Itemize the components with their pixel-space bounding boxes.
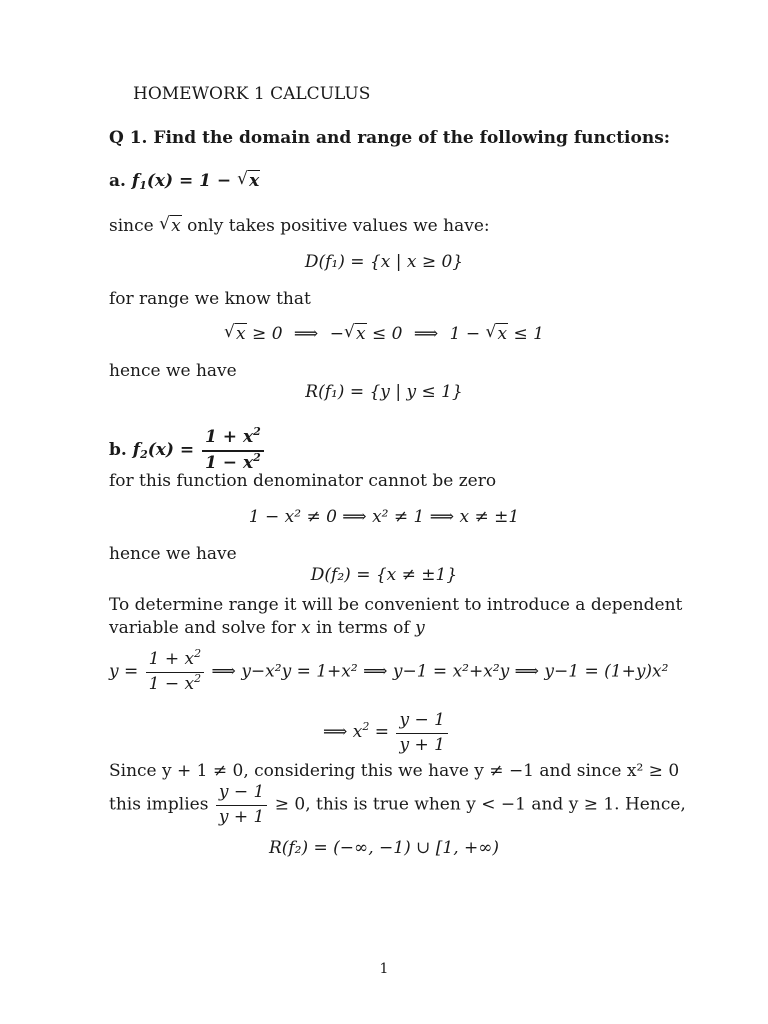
part-a-line1: since √ x only takes positive values we have:	[109, 214, 490, 236]
part-a-range-chain: √ x ≥ 0 ⟹ − √ x ≤ 0 ⟹ 1 − √ x ≤ 1	[224, 322, 544, 344]
part-b-solve-chain: y = $\frac{1 + x^2}{1 - x^2}$ ⟹ y−x²y = 1+x² ⟹ y−1 = x²+x²y ⟹ y−1 = (1+y)x²	[109, 647, 669, 694]
implies-fraction: $\frac{y - 1}{y + 1}$	[216, 783, 267, 827]
y-fraction: $\frac{1 + x^2}{1 - x^2}$	[146, 650, 204, 694]
question-heading	[109, 129, 670, 149]
part-b-denominator-note: for this function denominator cannot be zero	[109, 471, 497, 491]
page-number: 1	[379, 961, 389, 977]
sqrt-x-inline: √ x	[159, 214, 181, 236]
part-b-heading: b. $f_2(x)$ = $\frac{1 + x^2}{1 - x^2}$	[109, 428, 266, 473]
part-a-hence: hence we have	[109, 361, 237, 381]
part-b-x-squared: ⟹ $x^2$ = $\frac{y - 1}{y + 1}$	[323, 711, 450, 755]
part-a-function: $f_1(x) = 1$ − √ x	[131, 169, 260, 192]
x-squared-fraction: $\frac{y - 1}{y + 1}$	[396, 711, 447, 755]
part-b-range-intro-1: To determine range it will be convenient to introduce a dependent	[109, 595, 683, 615]
part-a-domain: D(f₁) = {x | x ≥ 0}	[304, 252, 464, 272]
part-a-label: a.	[109, 171, 126, 191]
question-label: Q 1.	[109, 128, 148, 148]
part-b-range-intro-2: variable and solve for x in terms of y	[109, 618, 425, 638]
part-b-implies-line: this implies $\frac{y - 1}{y + 1}$ ≥ 0, this is true when y < −1 and y ≥ 1. Hence,	[109, 782, 686, 827]
part-b-range: R(f₂) = (−∞, −1) ∪ [1, +∞)	[268, 838, 500, 858]
part-a-range: R(f₁) = {y | y ≤ 1}	[305, 382, 463, 402]
part-b-domain: D(f₂) = {x ≠ ±1}	[310, 565, 458, 585]
part-b-hence: hence we have	[109, 544, 237, 564]
part-b-domain-chain: 1 − x² ≠ 0 ⟹ x² ≠ 1 ⟹ x ≠ ±1	[248, 507, 520, 527]
part-b-since-line: Since y + 1 ≠ 0, considering this we have y ≠ −1 and since x² ≥ 0	[109, 761, 680, 781]
part-b-function-fraction: $\frac{1 + x^2}{1 - x^2}$	[202, 428, 264, 473]
part-b-label: b.	[109, 439, 127, 460]
question-text: Find the domain and range of the following functions:	[153, 128, 671, 148]
part-a-heading	[109, 169, 260, 192]
part-a-range-intro: for range we know that	[109, 289, 311, 309]
document-title: HOMEWORK 1 CALCULUS	[133, 84, 371, 104]
